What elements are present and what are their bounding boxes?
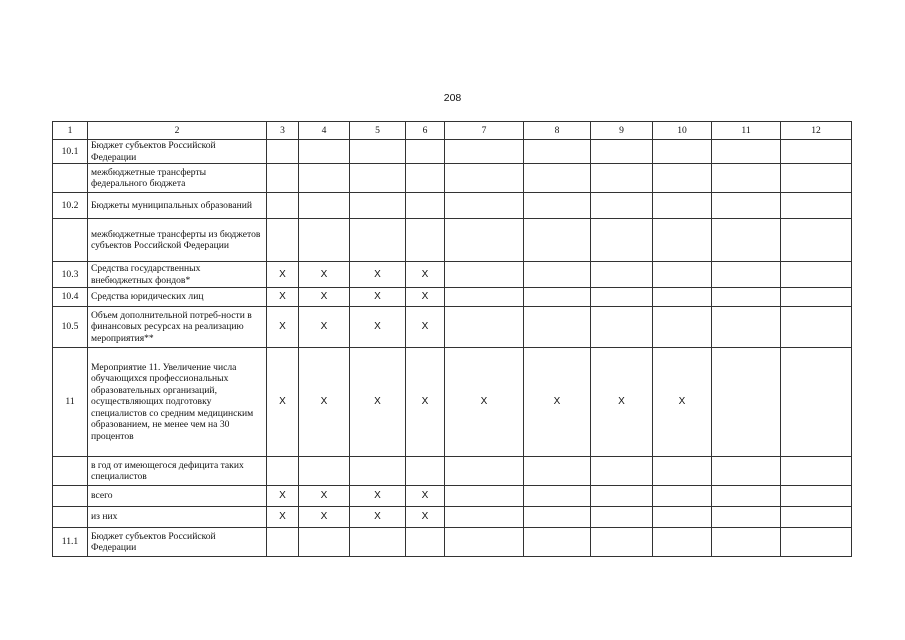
table-cell	[781, 307, 852, 348]
table-row	[53, 486, 852, 507]
column-header: 12	[781, 122, 852, 140]
table-cell	[267, 140, 299, 164]
table-cell: X	[267, 288, 299, 307]
table-cell	[299, 164, 350, 193]
table-cell	[591, 164, 653, 193]
table-cell	[445, 193, 524, 219]
row-number: 10.1	[53, 140, 88, 164]
table-cell	[350, 164, 406, 193]
table-cell	[712, 193, 781, 219]
table-cell: X	[350, 507, 406, 528]
table-cell: X	[406, 348, 445, 457]
table-cell: X	[267, 507, 299, 528]
table-row	[53, 348, 852, 457]
column-header: 5	[350, 122, 406, 140]
table-cell	[781, 164, 852, 193]
table-cell: X	[350, 486, 406, 507]
column-header: 4	[299, 122, 350, 140]
table-cell	[445, 507, 524, 528]
table-row	[53, 164, 852, 193]
table-cell	[524, 262, 591, 288]
table-cell: X	[350, 307, 406, 348]
table-cell	[406, 140, 445, 164]
table-cell: X	[406, 486, 445, 507]
table-cell	[445, 457, 524, 486]
table-cell: X	[267, 486, 299, 507]
column-header: 11	[712, 122, 781, 140]
column-header: 10	[653, 122, 712, 140]
table-cell	[267, 528, 299, 557]
table-cell: X	[299, 288, 350, 307]
table-cell	[781, 457, 852, 486]
table-row	[53, 140, 852, 164]
table-cell	[781, 288, 852, 307]
table-cell	[299, 528, 350, 557]
table-cell: X	[299, 486, 350, 507]
table-row	[53, 307, 852, 348]
table-cell: X	[445, 348, 524, 457]
data-table	[52, 121, 852, 557]
table-cell	[653, 507, 712, 528]
table-cell	[781, 262, 852, 288]
column-header: 6	[406, 122, 445, 140]
table-cell	[524, 164, 591, 193]
table-cell: X	[350, 348, 406, 457]
table-cell: X	[406, 307, 445, 348]
table-cell	[406, 164, 445, 193]
table-cell	[445, 140, 524, 164]
table-cell	[712, 348, 781, 457]
table-cell: X	[350, 262, 406, 288]
table-cell	[299, 219, 350, 262]
table-cell	[653, 262, 712, 288]
table-cell: X	[406, 288, 445, 307]
table-cell	[445, 219, 524, 262]
table-cell	[653, 164, 712, 193]
table-cell	[712, 507, 781, 528]
table-cell	[445, 288, 524, 307]
table-cell	[781, 507, 852, 528]
column-header: 7	[445, 122, 524, 140]
table-cell	[653, 288, 712, 307]
table-cell: X	[299, 348, 350, 457]
table-cell	[781, 219, 852, 262]
table-row	[53, 288, 852, 307]
table-cell	[781, 193, 852, 219]
table-cell	[591, 219, 653, 262]
table-row	[53, 507, 852, 528]
row-description: Бюджет субъектов Российской Федерации	[88, 140, 267, 164]
table-cell: X	[267, 307, 299, 348]
row-description: Средства государственных внебюджетных фондов*	[88, 262, 267, 288]
table-cell: X	[267, 348, 299, 457]
table-cell	[712, 457, 781, 486]
table-cell	[653, 219, 712, 262]
table-row	[53, 528, 852, 557]
table-cell	[524, 288, 591, 307]
table-cell	[299, 457, 350, 486]
table-cell	[524, 507, 591, 528]
table-cell	[406, 528, 445, 557]
row-description: Объем дополнительной потреб-ности в финансовых ресурсах на реализацию мероприятия**	[88, 307, 267, 348]
column-header: 2	[88, 122, 267, 140]
row-number: 11	[53, 348, 88, 457]
row-description: из них	[88, 507, 267, 528]
table-cell	[445, 528, 524, 557]
table-cell	[524, 486, 591, 507]
row-description: всего	[88, 486, 267, 507]
column-header: 1	[53, 122, 88, 140]
table-cell	[591, 486, 653, 507]
table-cell	[406, 457, 445, 486]
table-row	[53, 262, 852, 288]
table-cell	[712, 262, 781, 288]
table-cell	[267, 164, 299, 193]
table-cell	[591, 457, 653, 486]
table-cell	[781, 140, 852, 164]
column-header: 8	[524, 122, 591, 140]
table-cell	[350, 193, 406, 219]
table-cell	[653, 486, 712, 507]
column-header: 9	[591, 122, 653, 140]
table-cell	[267, 193, 299, 219]
column-header: 3	[267, 122, 299, 140]
table-cell	[524, 140, 591, 164]
table-cell	[406, 193, 445, 219]
table-cell	[591, 262, 653, 288]
row-description: межбюджетные трансферты из бюджетов субъектов Российской Федерации	[88, 219, 267, 262]
row-number	[53, 219, 88, 262]
table-cell	[781, 348, 852, 457]
table-cell	[350, 457, 406, 486]
table-cell	[524, 457, 591, 486]
table-cell	[445, 164, 524, 193]
table-cell: X	[653, 348, 712, 457]
table-cell: X	[267, 262, 299, 288]
table-cell	[267, 219, 299, 262]
table-cell	[591, 288, 653, 307]
row-number	[53, 457, 88, 486]
table-cell	[350, 140, 406, 164]
row-description: Бюджеты муниципальных образований	[88, 193, 267, 219]
table-cell	[350, 528, 406, 557]
row-description: Средства юридических лиц	[88, 288, 267, 307]
table-cell	[712, 219, 781, 262]
row-description: межбюджетные трансферты федерального бюджета	[88, 164, 267, 193]
table-cell	[267, 457, 299, 486]
table-cell	[712, 528, 781, 557]
table-cell	[653, 457, 712, 486]
table-cell	[591, 507, 653, 528]
table-cell	[653, 193, 712, 219]
table-cell	[524, 528, 591, 557]
header-row	[53, 122, 852, 140]
table-cell: X	[406, 507, 445, 528]
table-cell	[445, 262, 524, 288]
table-cell	[712, 164, 781, 193]
table-cell: X	[524, 348, 591, 457]
row-number: 10.5	[53, 307, 88, 348]
table-cell: X	[299, 262, 350, 288]
table-cell	[712, 140, 781, 164]
table-cell	[299, 140, 350, 164]
table-cell	[406, 219, 445, 262]
table-row	[53, 219, 852, 262]
row-number: 10.2	[53, 193, 88, 219]
table-cell	[524, 307, 591, 348]
row-description: в год от имеющегося дефицита таких специалистов	[88, 457, 267, 486]
row-number	[53, 486, 88, 507]
table-cell: X	[406, 262, 445, 288]
table-cell	[591, 193, 653, 219]
table-cell	[299, 193, 350, 219]
table-cell	[781, 528, 852, 557]
table-cell	[524, 193, 591, 219]
table-cell	[445, 486, 524, 507]
table-cell: X	[591, 348, 653, 457]
row-number: 10.4	[53, 288, 88, 307]
table-cell	[712, 486, 781, 507]
table-row	[53, 457, 852, 486]
row-description: Мероприятие 11. Увеличение числа обучающихся профессиональных образовательных организаций, осуществляющих подготовку специалистов со средним медицинским образованием, не менее чем на 30 процентов	[88, 348, 267, 457]
table-cell	[591, 307, 653, 348]
row-description: Бюджет субъектов Российской Федерации	[88, 528, 267, 557]
table-cell: X	[299, 307, 350, 348]
table-cell	[712, 288, 781, 307]
row-number: 11.1	[53, 528, 88, 557]
table-cell	[591, 140, 653, 164]
table-cell	[591, 528, 653, 557]
page-number: 208	[443, 92, 462, 104]
row-number	[53, 164, 88, 193]
table-cell	[350, 219, 406, 262]
table-cell	[653, 528, 712, 557]
table-cell	[781, 486, 852, 507]
table-cell	[653, 140, 712, 164]
table-cell	[653, 307, 712, 348]
table-cell: X	[299, 507, 350, 528]
table-cell	[524, 219, 591, 262]
row-number: 10.3	[53, 262, 88, 288]
table-row	[53, 193, 852, 219]
table-cell	[445, 307, 524, 348]
table-cell	[712, 307, 781, 348]
row-number	[53, 507, 88, 528]
table-cell: X	[350, 288, 406, 307]
